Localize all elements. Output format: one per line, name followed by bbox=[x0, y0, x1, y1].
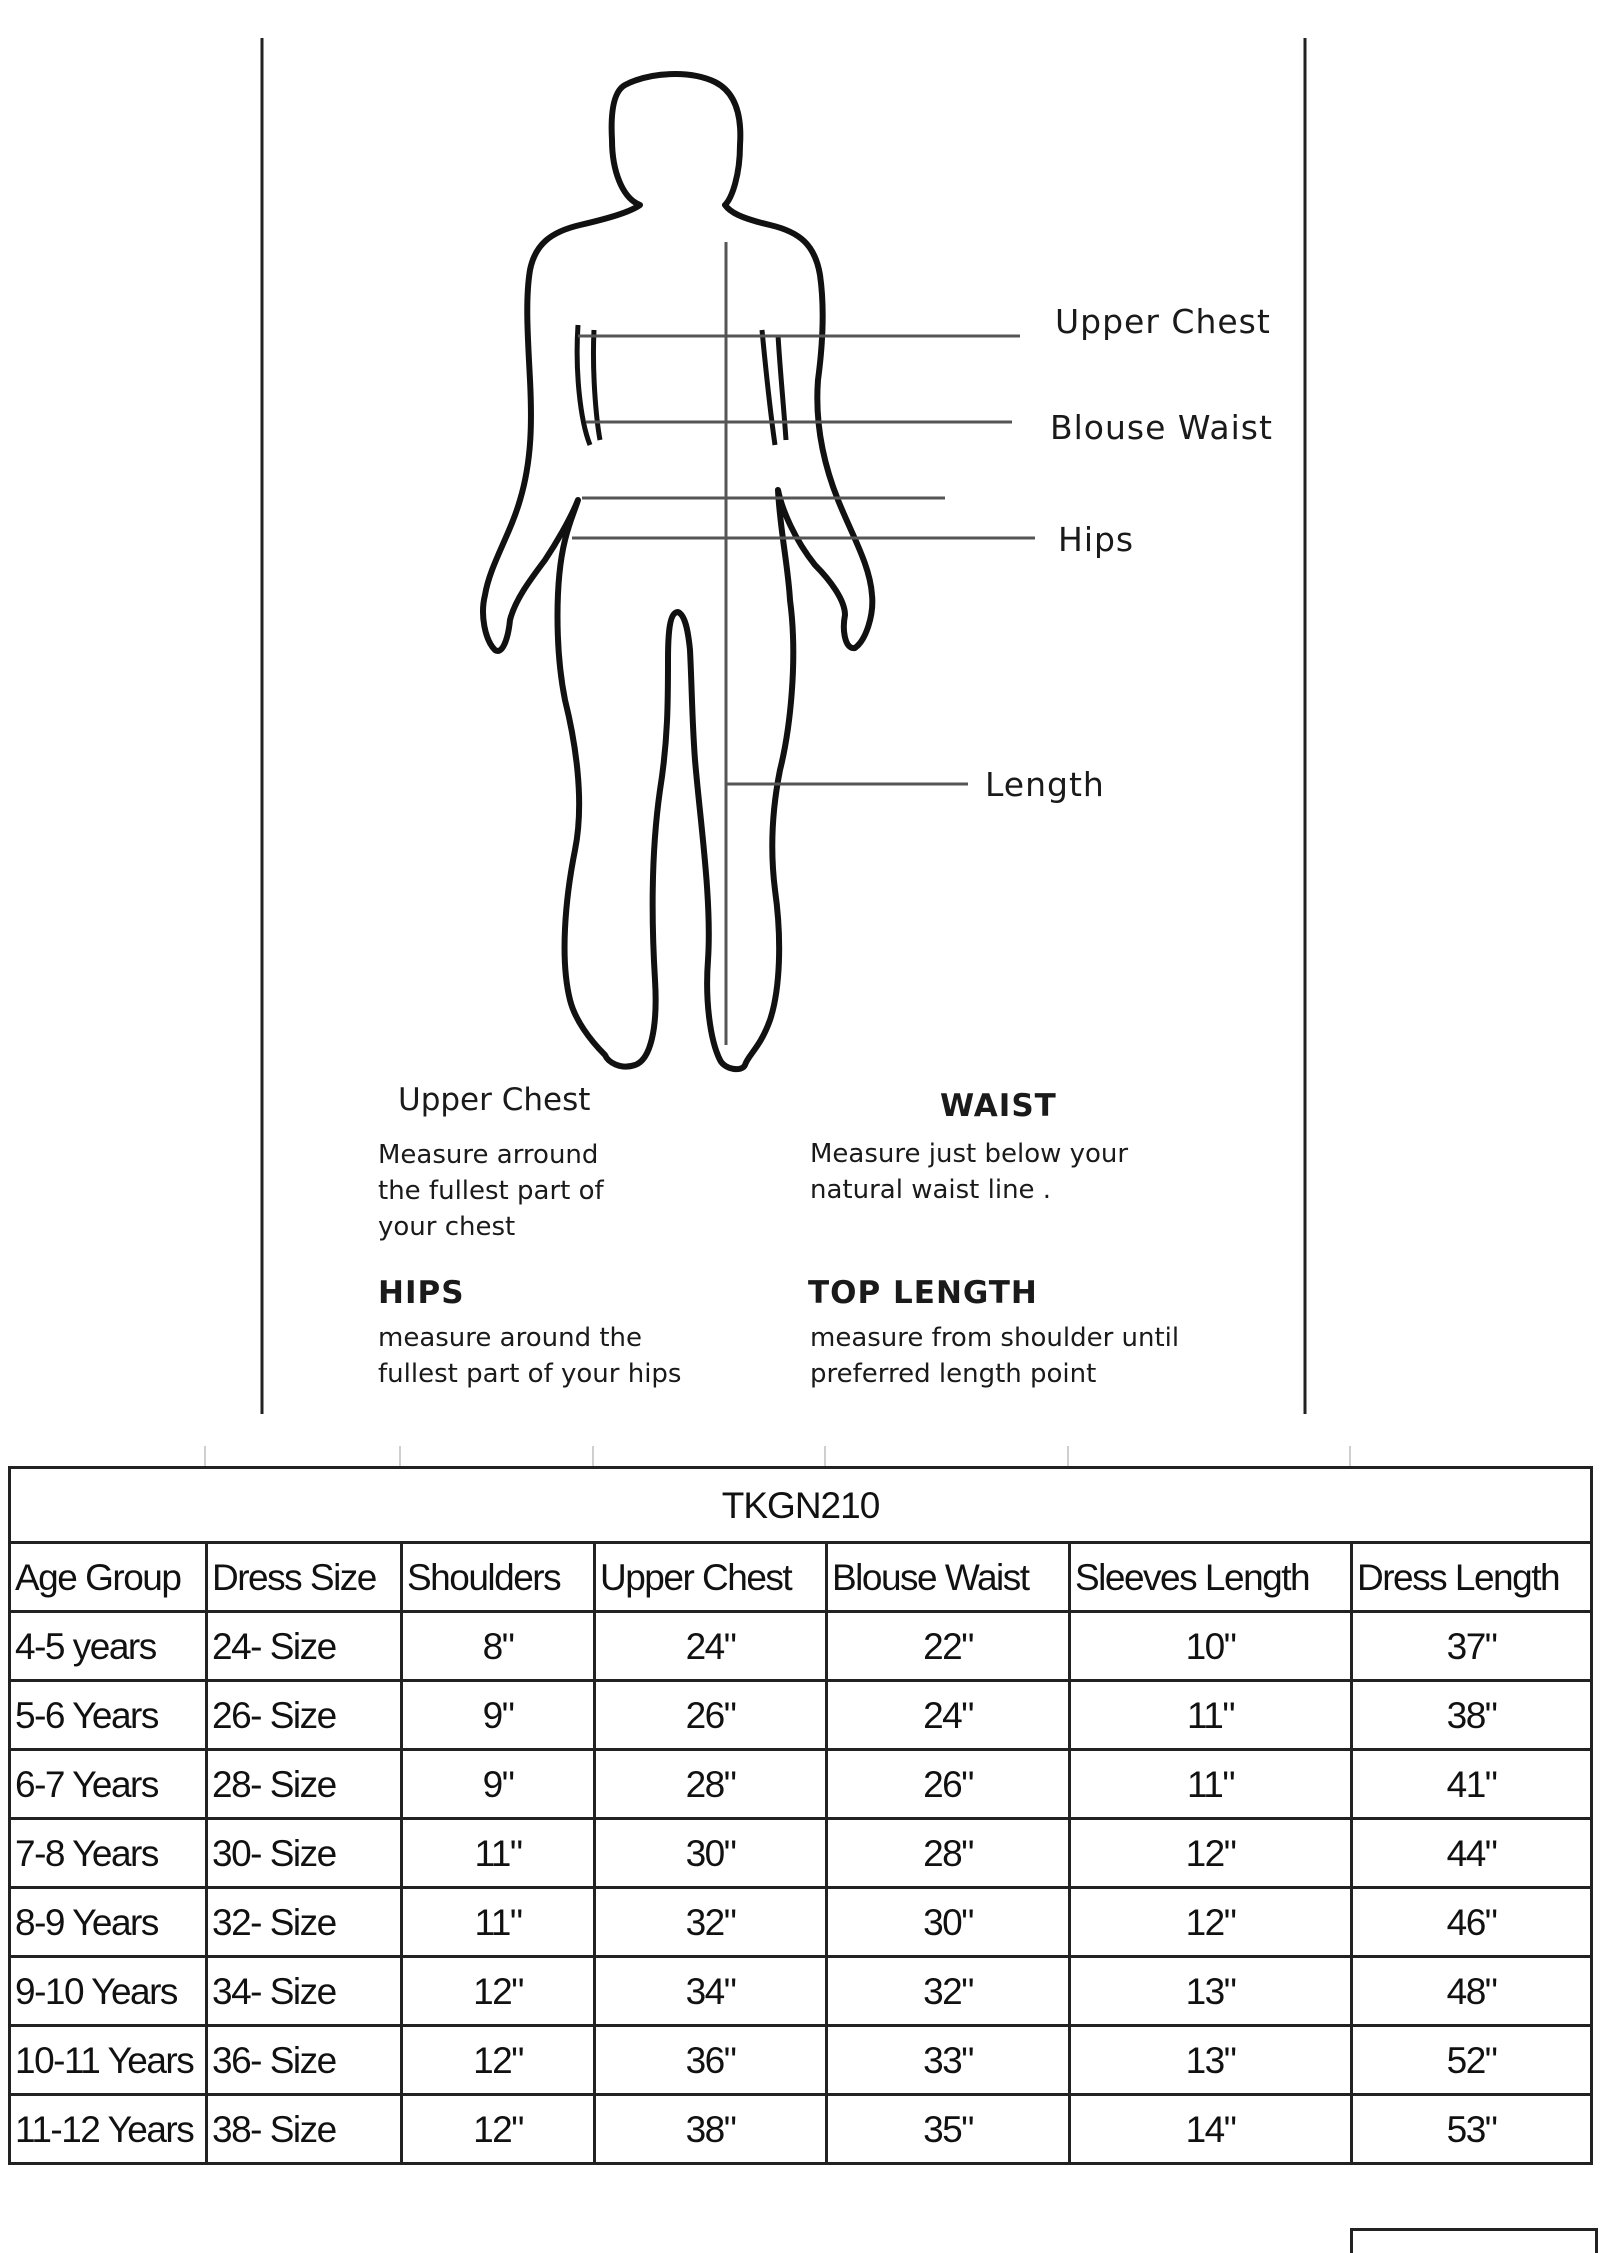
dress-size-cell: 28- Size bbox=[207, 1750, 402, 1819]
header-dress-length: Dress Length bbox=[1352, 1543, 1592, 1612]
upper-chest-cell: 28" bbox=[595, 1750, 827, 1819]
dress-length-cell: 41" bbox=[1352, 1750, 1592, 1819]
blouse-waist-cell: 24" bbox=[827, 1681, 1070, 1750]
header-age-group: Age Group bbox=[10, 1543, 207, 1612]
spreadsheet-gridline-ticks bbox=[0, 1446, 1600, 1466]
dress-length-cell: 44" bbox=[1352, 1819, 1592, 1888]
table-title: TKGN210 bbox=[10, 1468, 1592, 1543]
header-dress-size: Dress Size bbox=[207, 1543, 402, 1612]
upper-chest-note-title: Upper Chest bbox=[398, 1082, 591, 1118]
upper-chest-note-body: Measure arround the fullest part of your chest bbox=[378, 1140, 604, 1242]
hips-note-title: HIPS bbox=[378, 1275, 465, 1311]
sleeves-length-cell: 13" bbox=[1070, 2026, 1352, 2095]
sleeves-length-cell: 12" bbox=[1070, 1888, 1352, 1957]
dress-size-cell: 30- Size bbox=[207, 1819, 402, 1888]
table-row bbox=[10, 2026, 1592, 2095]
age-group-cell: 11-12 Years bbox=[10, 2095, 207, 2164]
right-arm-line bbox=[762, 330, 775, 445]
sleeves-length-cell: 11" bbox=[1070, 1681, 1352, 1750]
dress-length-cell: 38" bbox=[1352, 1681, 1592, 1750]
age-group-cell: 4-5 years bbox=[10, 1612, 207, 1681]
age-group-cell: 6-7 Years bbox=[10, 1750, 207, 1819]
dress-length-cell: 37" bbox=[1352, 1612, 1592, 1681]
sleeves-length-cell: 10" bbox=[1070, 1612, 1352, 1681]
upper-chest-callout: Upper Chest bbox=[1055, 302, 1271, 341]
table-title-row bbox=[10, 1468, 1592, 1543]
age-group-cell: 10-11 Years bbox=[10, 2026, 207, 2095]
selected-cell-border bbox=[1350, 2228, 1598, 2253]
size-chart-table bbox=[8, 1466, 1593, 2165]
table-header-row bbox=[10, 1543, 1592, 1612]
upper-chest-cell: 36" bbox=[595, 2026, 827, 2095]
blouse-waist-cell: 32" bbox=[827, 1957, 1070, 2026]
shoulders-cell: 12" bbox=[402, 2026, 595, 2095]
upper-chest-cell: 32" bbox=[595, 1888, 827, 1957]
sleeves-length-cell: 13" bbox=[1070, 1957, 1352, 2026]
table-row bbox=[10, 1612, 1592, 1681]
shoulders-cell: 11" bbox=[402, 1888, 595, 1957]
table-row bbox=[10, 1681, 1592, 1750]
dress-size-cell: 26- Size bbox=[207, 1681, 402, 1750]
shoulders-cell: 8" bbox=[402, 1612, 595, 1681]
upper-chest-cell: 24" bbox=[595, 1612, 827, 1681]
blouse-waist-cell: 26" bbox=[827, 1750, 1070, 1819]
dress-size-cell: 38- Size bbox=[207, 2095, 402, 2164]
table-row bbox=[10, 1957, 1592, 2026]
age-group-cell: 5-6 Years bbox=[10, 1681, 207, 1750]
dress-length-cell: 52" bbox=[1352, 2026, 1592, 2095]
blouse-waist-cell: 22" bbox=[827, 1612, 1070, 1681]
top-length-note-body: measure from shoulder until preferred length point bbox=[810, 1323, 1180, 1389]
sleeves-length-cell: 11" bbox=[1070, 1750, 1352, 1819]
upper-chest-cell: 34" bbox=[595, 1957, 827, 2026]
blouse-waist-cell: 35" bbox=[827, 2095, 1070, 2164]
hips-callout: Hips bbox=[1058, 520, 1135, 559]
dress-size-cell: 36- Size bbox=[207, 2026, 402, 2095]
body-silhouette-icon bbox=[483, 74, 872, 1069]
blouse-waist-cell: 28" bbox=[827, 1819, 1070, 1888]
shoulders-cell: 12" bbox=[402, 2095, 595, 2164]
header-blouse-waist: Blouse Waist bbox=[827, 1543, 1070, 1612]
waist-note-body: Measure just below your natural waist line . bbox=[810, 1139, 1129, 1205]
upper-chest-cell: 26" bbox=[595, 1681, 827, 1750]
shoulders-cell: 9" bbox=[402, 1750, 595, 1819]
blouse-waist-cell: 30" bbox=[827, 1888, 1070, 1957]
hips-note-body: measure around the fullest part of your hips bbox=[378, 1323, 682, 1389]
dress-size-cell: 24- Size bbox=[207, 1612, 402, 1681]
table-row bbox=[10, 2095, 1592, 2164]
upper-chest-cell: 38" bbox=[595, 2095, 827, 2164]
shoulders-cell: 11" bbox=[402, 1819, 595, 1888]
waist-note-title: WAIST bbox=[940, 1088, 1057, 1124]
dress-length-cell: 46" bbox=[1352, 1888, 1592, 1957]
dress-length-cell: 48" bbox=[1352, 1957, 1592, 2026]
dress-size-cell: 32- Size bbox=[207, 1888, 402, 1957]
header-sleeves-length: Sleeves Length bbox=[1070, 1543, 1352, 1612]
sleeves-length-cell: 14" bbox=[1070, 2095, 1352, 2164]
header-upper-chest: Upper Chest bbox=[595, 1543, 827, 1612]
sleeves-length-cell: 12" bbox=[1070, 1819, 1352, 1888]
upper-chest-cell: 30" bbox=[595, 1819, 827, 1888]
dress-length-cell: 53" bbox=[1352, 2095, 1592, 2164]
shoulders-cell: 12" bbox=[402, 1957, 595, 2026]
header-shoulders: Shoulders bbox=[402, 1543, 595, 1612]
blouse-waist-cell: 33" bbox=[827, 2026, 1070, 2095]
length-callout: Length bbox=[985, 765, 1105, 804]
age-group-cell: 8-9 Years bbox=[10, 1888, 207, 1957]
table-row bbox=[10, 1750, 1592, 1819]
blouse-waist-callout: Blouse Waist bbox=[1050, 408, 1273, 447]
table-row bbox=[10, 1888, 1592, 1957]
age-group-cell: 9-10 Years bbox=[10, 1957, 207, 2026]
left-arm-line bbox=[577, 325, 590, 445]
table-row bbox=[10, 1819, 1592, 1888]
age-group-cell: 7-8 Years bbox=[10, 1819, 207, 1888]
dress-size-cell: 34- Size bbox=[207, 1957, 402, 2026]
shoulders-cell: 9" bbox=[402, 1681, 595, 1750]
top-length-note-title: TOP LENGTH bbox=[808, 1275, 1038, 1311]
